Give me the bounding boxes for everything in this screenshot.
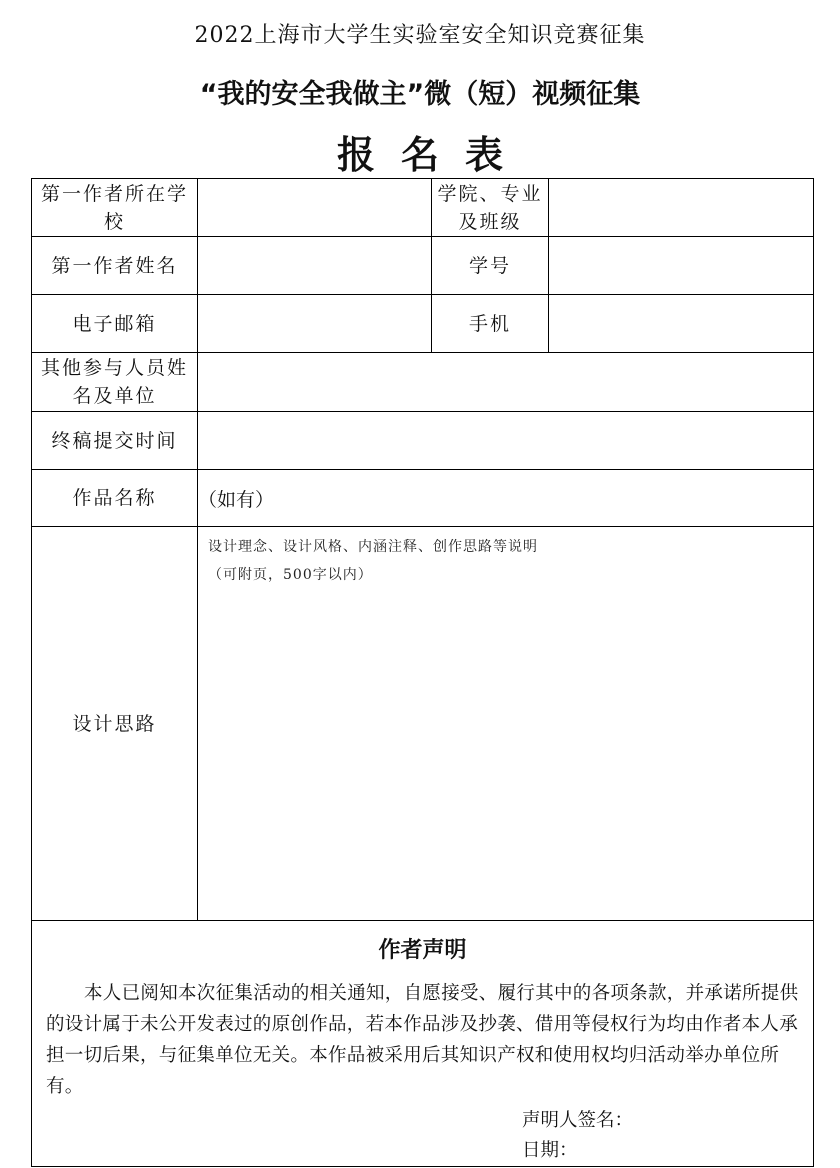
college-label: 学院、专业及班级 [432,179,549,237]
work-name-hint: （如有） [198,488,275,511]
submit-time-field[interactable] [198,412,814,470]
document-title-line2: “我的安全我做主”微（短）视频征集 [199,79,641,110]
date-label: 日期： [522,1140,578,1161]
author-name-field[interactable] [198,237,432,295]
college-field[interactable] [549,179,814,237]
design-field[interactable] [198,527,814,921]
work-name-label: 作品名称 [32,470,198,527]
phone-label: 手机 [432,295,549,353]
school-label: 第一作者所在学校 [32,179,198,237]
declaration-body: 本人已阅知本次征集活动的相关通知，自愿接受、履行其中的各项条款，并承诺所提供的设计属于未公开发表过的原创作品，若本作品涉及抄袭、借用等侵权行为均由作者本人承担一切后果，与征集单位无关。本作品被采用后其知识产权和使用权均归活动举办单位所有。 [46,983,799,1097]
submit-time-label: 终稿提交时间 [32,412,198,470]
design-label: 设计思路 [32,527,198,921]
work-name-field[interactable] [198,470,814,527]
student-id-label: 学号 [432,237,549,295]
declaration-section [32,921,814,1167]
email-label: 电子邮箱 [32,295,198,353]
design-note-line1: 设计理念、设计风格、内涵注释、创作思路等说明 [208,539,538,555]
email-field[interactable] [198,295,432,353]
document-title-line1: 2022上海市大学生实验室安全知识竞赛征集 [194,23,646,48]
author-name-label: 第一作者姓名 [32,237,198,295]
school-field[interactable] [198,179,432,237]
declaration-title: 作者声明 [378,938,467,963]
signature-label: 声明人签名： [522,1110,634,1131]
phone-field[interactable] [549,295,814,353]
other-members-field[interactable] [198,353,814,412]
student-id-field[interactable] [549,237,814,295]
document-title-main: 报名表 [336,133,529,177]
other-members-label: 其他参与人员姓名及单位 [32,353,198,412]
design-note-line2: （可附页，500字以内） [208,567,373,583]
registration-form-table [31,178,814,1167]
